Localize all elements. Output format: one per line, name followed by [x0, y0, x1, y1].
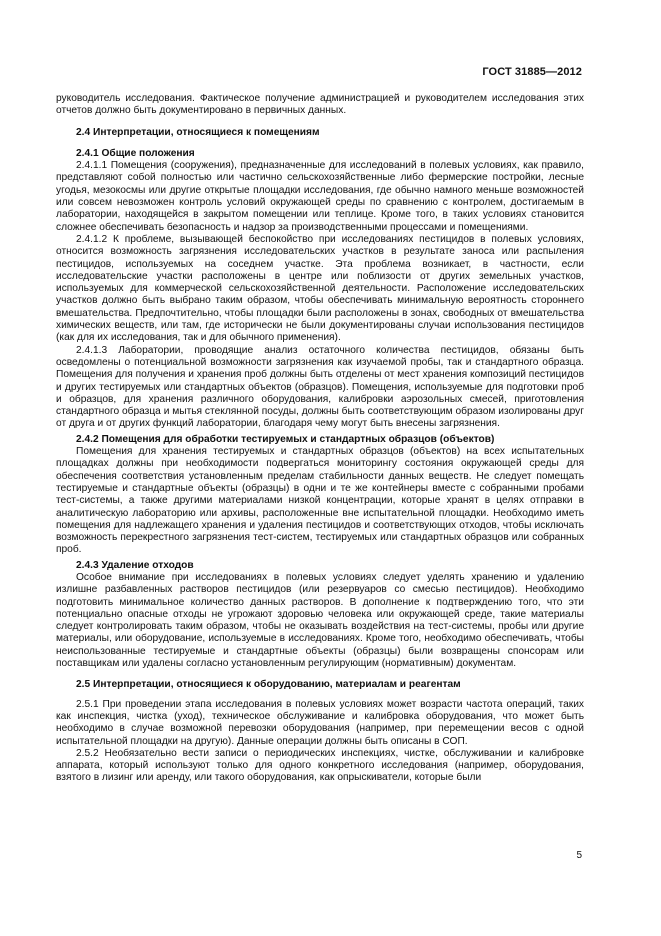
paragraph-2-5-1: 2.5.1 При проведении этапа исследования в полевых условиях может возрасти частота операций, таких как инспекция, чистка (уход), техническое обслуживание и калибровка оборудования, что может быть необходимо в случае возможной перевозки оборудования (например, при перемещении весов с одной испытательной площадки на другую). Данные операции должны быть описаны в СОП.: [56, 698, 584, 747]
section-heading-2-4: 2.4 Интерпретации, относящиеся к помещениям: [76, 126, 320, 138]
subsection-heading-2-4-3: 2.4.3 Удаление отходов: [76, 559, 194, 571]
paragraph-2-4-1-2: 2.4.1.2 К проблеме, вызывающей беспокойство при исследованиях пестицидов в полевых условиях, относится возможность загрязнения исследовательских участков в результате заноса или распыления пестицидов, используемых на соседнем участке. Эта проблема возникает, в частности, если исследовательские участки расположены в центре или поблизости от других земельных участков, используемых для коммерческой сельскохозяйственной деятельности. Расположение исследовательских участков должно быть выбрано таким образом, чтобы обеспечивать минимальную вероятность стороннего вмешательства. Предпочтительно, чтобы площадки были расположены в зонах, свободных от вмешательства химических веществ, или там, где исторически не были документированы случаи использования пестицидов (как для их исследования, так и для обычного применения).: [56, 233, 584, 344]
paragraph-2-4-1-3: 2.4.1.3 Лаборатории, проводящие анализ остаточного количества пестицидов, обязаны быть осведомлены о потенциальной возможности загрязнения как изучаемой пробы, так и стандартного образца. Помещения для получения и хранения проб должны быть отделены от мест хранения композиций пестицидов и других тестируемых или стандартных объектов (образцов). Помещения, используемые для подготовки проб и образцов, для хранения различного оборудования, калибровки аэрозольных смесей, приготовления стандартного образца и мытья стеклянной посуды, должны быть соответствующим образом изолированы друг от друга и от других функций лаборатории, благодаря чему могут быть внесены загрязнения.: [56, 344, 584, 430]
paragraph-2-5-2: 2.5.2 Необязательно вести записи о периодических инспекциях, чистке, обслуживании и калибровке аппарата, который используют только для одного конкретного исследования (например, оборудования, взятого в лизинг или аренду, или такого оборудования, как опрыскиватели, которые были: [56, 747, 584, 784]
section-heading-2-5: 2.5 Интерпретации, относящиеся к оборудованию, материалам и реагентам: [76, 679, 461, 691]
subsection-heading-2-4-1: 2.4.1 Общие положения: [76, 147, 195, 159]
paragraph-2-4-2: Помещения для хранения тестируемых и стандартных образцов (объектов) на всех испытательных площадках должны при необходимости подвергаться мониторингу состояния окружающей среды для обеспечения соответствия установленным пределам стабильности данных веществ. Не следует помещать тестируемые и стандартные объекты (образцы) в одни и те же контейнеры вместе с собранными пробами тест-системы, а также другими материалами низкой концентрации, которые хранят в целях отправки в аналитическую лабораторию или архивы, расположенные вне испытательной площадки. Необходимо иметь помещения для надлежащего хранения и удаления пестицидов и соответствующих отходов, чтобы исключать возможность перекрестного загрязнения тест-систем, тестируемых или стандартных образцов или собранных проб.: [56, 446, 584, 556]
intro-paragraph: руководитель исследования. Фактическое получение администрацией и руководителем исследования этих отчетов должно быть документировано в первичных данных.: [56, 93, 584, 117]
subsection-heading-2-4-2: 2.4.2 Помещения для обработки тестируемых и стандартных образцов (объектов): [76, 433, 495, 445]
paragraph-2-4-1-1: 2.4.1.1 Помещения (сооружения), предназначенные для исследований в полевых условиях, как правило, представляют собой полностью или частично сельскохозяйственные либо фермерские постройки, лесные угодья, мезокосмы или другие открытые площадки исследования, где обычно намного меньше возможностей или совсем невозможен контроль условий окружающей среды по сравнению с контролем, достигаемым в лаборатории, находящейся в закрытом помещении или теплице. Кроме того, в таких условиях становится сложнее обеспечивать безопасность и надзор за производственными процессами и помещениями.: [56, 160, 584, 233]
document-code: ГОСТ 31885—2012: [482, 66, 582, 78]
paragraph-2-4-3: Особое внимание при исследованиях в полевых условиях следует уделять хранению и удалению излишне разбавленных растворов пестицидов (или резервуаров со смесью пестицидов). Необходимо подготовить минимальное количество данных растворов. В дополнение к подтверждению того, что эти потенциально опасные отходы не угрожают здоровью человека или окружающей среде, такие материалы следует контролировать таким образом, чтобы не оказывать воздействия на тест-системы, пробы или другие материалы, или оборудование, используемые в исследованиях. Кроме того, необходимо обеспечивать, чтобы неиспользованные тестируемые и стандартные объекты (образцы) были возвращены спонсорам или поставщикам или удалены согласно установленным регулирующим (нормативным) документам.: [56, 571, 584, 670]
document-body: [56, 93, 584, 785]
page-number: 5: [576, 850, 582, 861]
